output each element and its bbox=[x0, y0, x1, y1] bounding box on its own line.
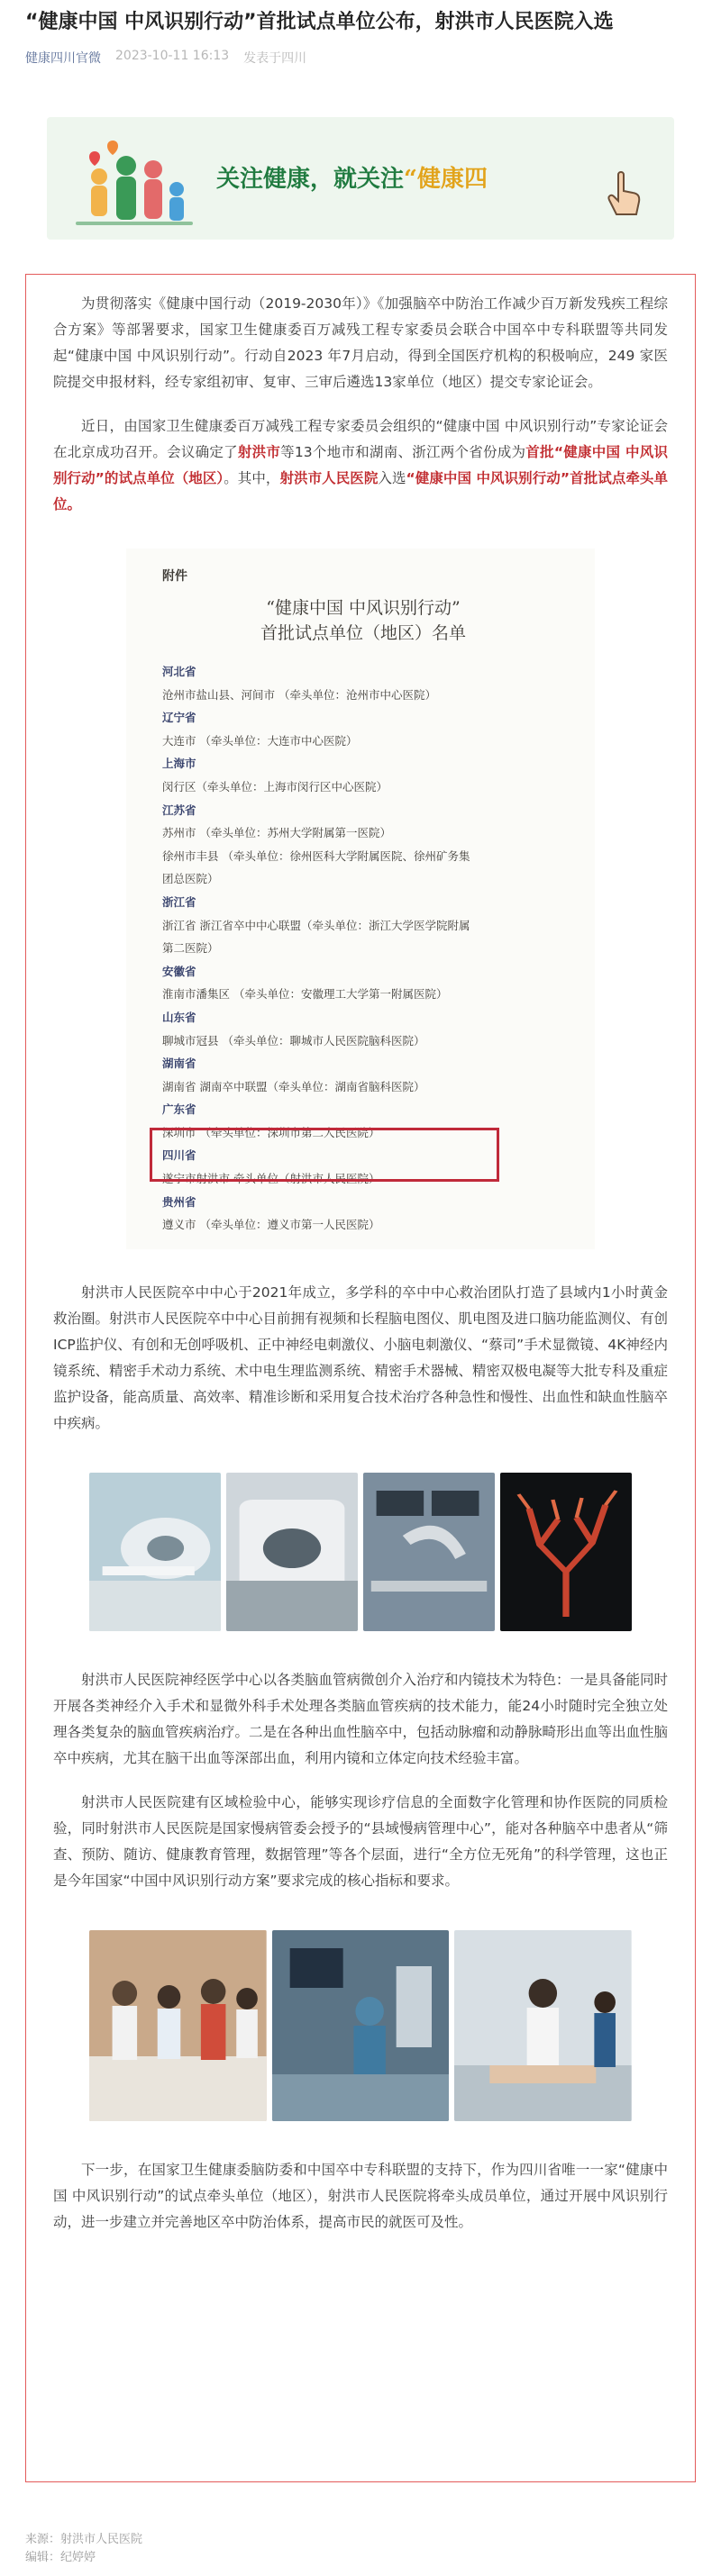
p2-text-e: 。其中， bbox=[224, 470, 280, 486]
document-entry: 聊城市冠县 （牵头单位：聊城市人民医院脑科医院） bbox=[162, 1033, 425, 1048]
publish-time: 2023-10-11 16:13 bbox=[115, 49, 230, 63]
document-province: 贵州省 bbox=[162, 1194, 196, 1209]
angiography-room-photo bbox=[363, 1473, 495, 1631]
document-province: 湖南省 bbox=[162, 1057, 196, 1071]
article-meta bbox=[25, 49, 696, 67]
angiogram-3d-photo bbox=[500, 1473, 632, 1631]
slogan-main-text: 关注健康，就关注 bbox=[216, 166, 405, 193]
paragraph-lab-center: 射洪市人民医院建有区域检验中心，能够实现诊疗信息的全面数字化管理和协作医院的同质检验，同时射洪市人民医院是国家慢病管委会授予的“县域慢病管理中心”，能对各种脑卒中患者从“筛查、预防、随访、健康教育管理，数据管理”等各个层面，进行“全方位无死角”的科学管理，这也正是今年国家“中国中风识别行动方案”要求完成的核心指标和要求。 bbox=[53, 1794, 668, 1889]
p2-highlight-hospital: 射洪市人民医院 bbox=[279, 470, 379, 486]
article-footer bbox=[25, 2531, 142, 2567]
pointer-hand-icon bbox=[606, 171, 643, 218]
article-title: “健康中国 中风识别行动”首批试点单位公布，射洪市人民医院入选 bbox=[25, 11, 614, 33]
cpr-training-photo bbox=[454, 1930, 632, 2121]
sichuan-highlight-box bbox=[150, 1128, 499, 1182]
family-illustration-icon bbox=[67, 133, 202, 232]
p2-text-a: 近日，由国家卫生健康委百万减残工程专家委员会组织的“健康中国 中风识别行动”专家论证会在北京成功召开。会议确定了 bbox=[53, 418, 668, 460]
document-title bbox=[162, 595, 564, 646]
activity-photos bbox=[89, 1930, 632, 2121]
document-entry: 遂宁市射洪市 牵头单位（射洪市人民医院） bbox=[162, 1172, 380, 1186]
document-entry: 浙江省 浙江省卒中中心联盟（牵头单位：浙江大学医学院附属 bbox=[162, 918, 470, 932]
document-province: 河北省 bbox=[162, 665, 196, 678]
document-entry: 第二医院） bbox=[162, 941, 219, 956]
pilot-list-document-image bbox=[126, 549, 595, 1249]
document-title-line1: “健康中国 中风识别行动” bbox=[266, 598, 461, 618]
document-entry: 淮南市潘集区 （牵头单位：安徽理工大学第一附属医院） bbox=[162, 987, 448, 1002]
document-province: 辽宁省 bbox=[162, 711, 196, 725]
source-credit: 来源：射洪市人民医院 bbox=[25, 2533, 143, 2546]
publish-location: 发表于四川 bbox=[243, 51, 307, 66]
mri-machine-photo bbox=[226, 1473, 358, 1631]
editor-credit: 编辑：纪婷婷 bbox=[25, 2551, 96, 2564]
document-entry: 湖南省 湖南卒中联盟（牵头单位：湖南省脑科医院） bbox=[162, 1079, 425, 1093]
banner-slogan bbox=[216, 160, 488, 194]
surgery-photo bbox=[272, 1930, 450, 2121]
document-entry: 大连市 （牵头单位：大连市中心医院） bbox=[162, 733, 358, 748]
document-province: 四川省 bbox=[162, 1148, 196, 1163]
document-province: 江苏省 bbox=[162, 803, 196, 817]
paragraph-next-steps: 下一步，在国家卫生健康委脑防委和中国卒中专科联盟的支持下，作为四川省唯一一家“健康中国 中风识别行动”的试点牵头单位（地区），射洪市人民医院将牵头成员单位，通过开展中风识别行动，进一步建立并完善地区卒中防治体系，提高市民的就医可及性。 bbox=[53, 2162, 668, 2230]
ct-scanner-photo bbox=[89, 1473, 221, 1631]
document-province: 安徽省 bbox=[162, 964, 196, 978]
slogan-highlight-text: “健康四 bbox=[404, 166, 488, 193]
paragraph-stroke-center: 射洪市人民医院卒中中心于2021年成立，多学科的卒中中心救治团队打造了县域内1小时黄金救治圈。射洪市人民医院卒中中心目前拥有视频和长程脑电图仪、肌电图及进口脑功能监测仪、有创ICP监护仪、有创和无创呼吸机、正中神经电刺激仪、小脑电刺激仪、“蔡司”手术显微镜、4K神经内镜系统、精密手术动力系统、术中电生理监测系统、精密手术器械、精密双极电凝等大批专科及重症监护设备，能高质量、高效率、精准诊断和采用复合技术治疗各种急性和慢性、出血性和缺血性脑卒中疾病。 bbox=[53, 1284, 669, 1431]
community-screening-photo bbox=[89, 1930, 267, 2121]
article-body bbox=[25, 274, 696, 2482]
paragraph-intro: 为贯彻落实《健康中国行动（2019-2030年）》《加强脑卒中防治工作减少百万新发残疾工程综合方案》等部署要求，国家卫生健康委百万减残工程专家委员会联合中国卒中专科联盟等共同发起“健康中国 中风识别行动”。行动自2023 年7月启动，得到全国医疗机构的积极响应，249 家医院提交申报材料，经专家组初审、复审、三审后遴选13家单位（地区）提交专家论证会。 bbox=[53, 295, 668, 390]
banner-image bbox=[47, 117, 674, 240]
p2-highlight-lead: “健康中国 中风识别行动”首批试点牵头单位。 bbox=[53, 470, 668, 512]
document-attachment-label: 附件 bbox=[162, 569, 187, 584]
p2-text-g: 入选 bbox=[378, 470, 406, 486]
document-entry: 苏州市 （牵头单位：苏州大学附属第一医院） bbox=[162, 826, 391, 840]
p2-highlight-pilot: 首批“健康中国 中风识别行动”的试点单位（地区） bbox=[53, 444, 668, 486]
document-province: 山东省 bbox=[162, 1010, 196, 1024]
document-entry: 沧州市盐山县、河间市 （牵头单位：沧州市中心医院） bbox=[162, 687, 436, 702]
p2-text-c: 等13个地市和湖南、浙江两个省份成为 bbox=[280, 444, 526, 460]
document-entry: 团总医院） bbox=[162, 872, 219, 886]
equipment-photos bbox=[89, 1473, 632, 1631]
account-name-link[interactable]: 健康四川官微 bbox=[25, 51, 101, 66]
document-title-line2: 首批试点单位（地区）名单 bbox=[260, 623, 466, 643]
paragraph-neuro-center: 射洪市人民医院神经医学中心以各类脑血管病微创介入治疗和内镜技术为特色：一是具备能同时开展各类神经介入手术和显微外科手术处理各类脑血管疾病的技术能力，能24小时随时完全独立处理各类复杂的脑血管疾病治疗。二是在各种出血性脑卒中，包括动脉瘤和动静脉畸形出血等出血性脑卒中疾病，尤其在脑干出血等深部出血，利用内镜和立体定向技术经验丰富。 bbox=[53, 1672, 669, 1766]
document-province: 广东省 bbox=[162, 1102, 196, 1117]
document-entry: 遵义市 （牵头单位：遵义市第一人民医院） bbox=[162, 1218, 380, 1232]
p2-highlight-city: 射洪市 bbox=[237, 444, 281, 460]
paragraph-announcement bbox=[53, 413, 668, 518]
document-entry: 深圳市 （牵头单位：深圳市第二人民医院） bbox=[162, 1125, 380, 1139]
document-entry: 徐州市丰县 （牵头单位：徐州医科大学附属医院、徐州矿务集 bbox=[162, 848, 470, 863]
document-province: 上海市 bbox=[162, 757, 196, 771]
document-province: 浙江省 bbox=[162, 894, 196, 909]
document-entry: 闵行区（牵头单位：上海市闵行区中心医院） bbox=[162, 779, 388, 794]
